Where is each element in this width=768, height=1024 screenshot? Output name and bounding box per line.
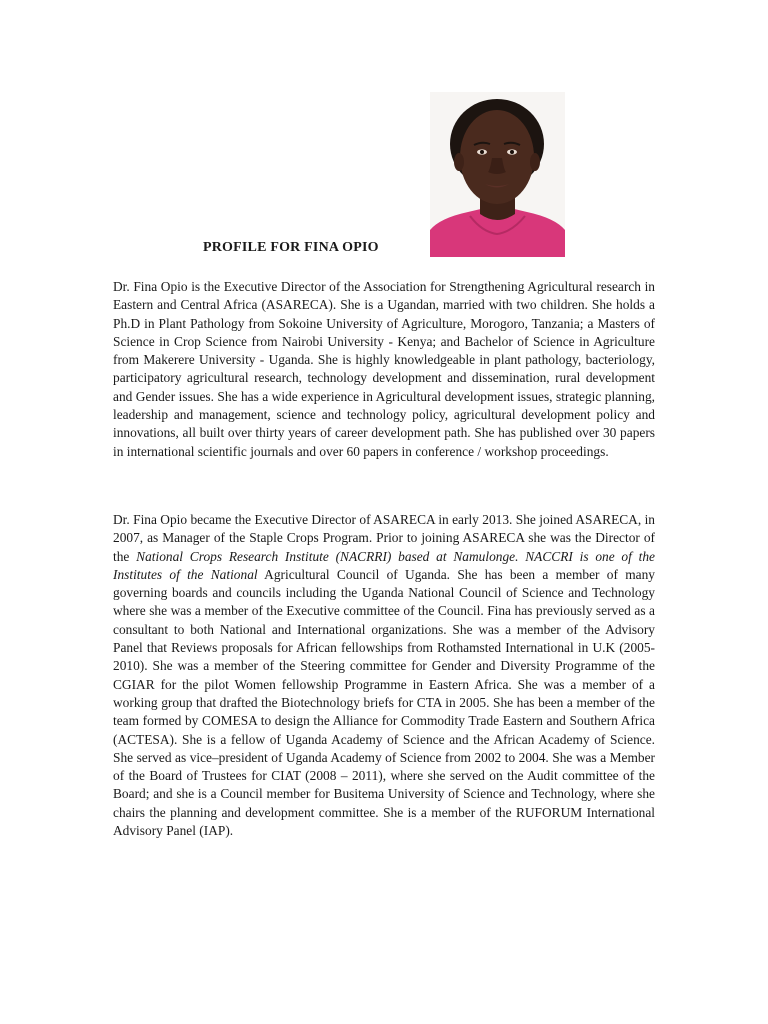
profile-photo [430, 92, 565, 257]
paragraph-2-text-start: Dr. Fina Opio became the Executive Director of ASARECA in early 2013. She joined ASARECA, in 2007, as Manager of the Staple Crops Program. Prior to joining ASARECA she was the Director of the [113, 512, 655, 564]
profile-paragraph-2 [113, 511, 655, 840]
paragraph-2-text-end: Agricultural Council of Uganda. She has been a member of many governing boards and councils including the Uganda National Council of Science and Technology where she was a member of the Executive committee of the Council. Fina has previously served as a consultant to both National and International organizations. She was a member of the Advisory Panel that Reviews proposals for African fellowships from Rothamsted International in U.K (2005- 2010). She was a member of the Steering committee for Gender and Diversity Programme of the CGIAR for the pilot Women fellowship Programme in Eastern Africa. She was a member of a working group that drafted the Biotechnology briefs for CTA in 2005. She has been a member of the team formed by COMESA to design the Alliance for Commodity Trade Eastern and Southern Africa (ACTESA). She is a fellow of Uganda Academy of Science and the African Academy of Science. She served as vice–president of Uganda Academy of Science from 2002 to 2004. She was a Member of the Board of Trustees for CIAT (2008 – 2011), where she served on the Audit committee of the Board; and she is a Council member for Busitema University of Science and Technology, where she chairs the planning and development committee. She is a member of the RUFORUM International Advisory Panel (IAP). [113, 566, 655, 839]
profile-title: PROFILE FOR FINA OPIO [203, 240, 379, 255]
paragraph-2-italic-text: National Crops Research Institute (NACRRI) based at Namulonge. NACCRI is one of the Institutes of the National [113, 548, 655, 582]
portrait-image [430, 92, 565, 257]
profile-paragraph-1: Dr. Fina Opio is the Executive Director of the Association for Strengthening Agricultural research in Eastern and Central Africa (ASARECA). She is a Ugandan, married with two children. She holds a Ph.D in Plant Pathology from Sokoine University of Agriculture, Morogoro, Tanzania; a Masters of Science in Crop Science from Nairobi University - Kenya; and Bachelor of Science in Agriculture from Makerere University - Uganda. She is highly knowledgeable in plant pathology, bacteriology, participatory agricultural research, technology development and dissemination, rural development and Gender issues. She has a wide experience in Agricultural development issues, strategic planning, leadership and management, science and technology policy, agricultural development policy and innovations, all built over thirty years of career development path. She has published over 30 papers in international scientific journals and over 60 papers in conference / workshop proceedings. [113, 279, 655, 459]
